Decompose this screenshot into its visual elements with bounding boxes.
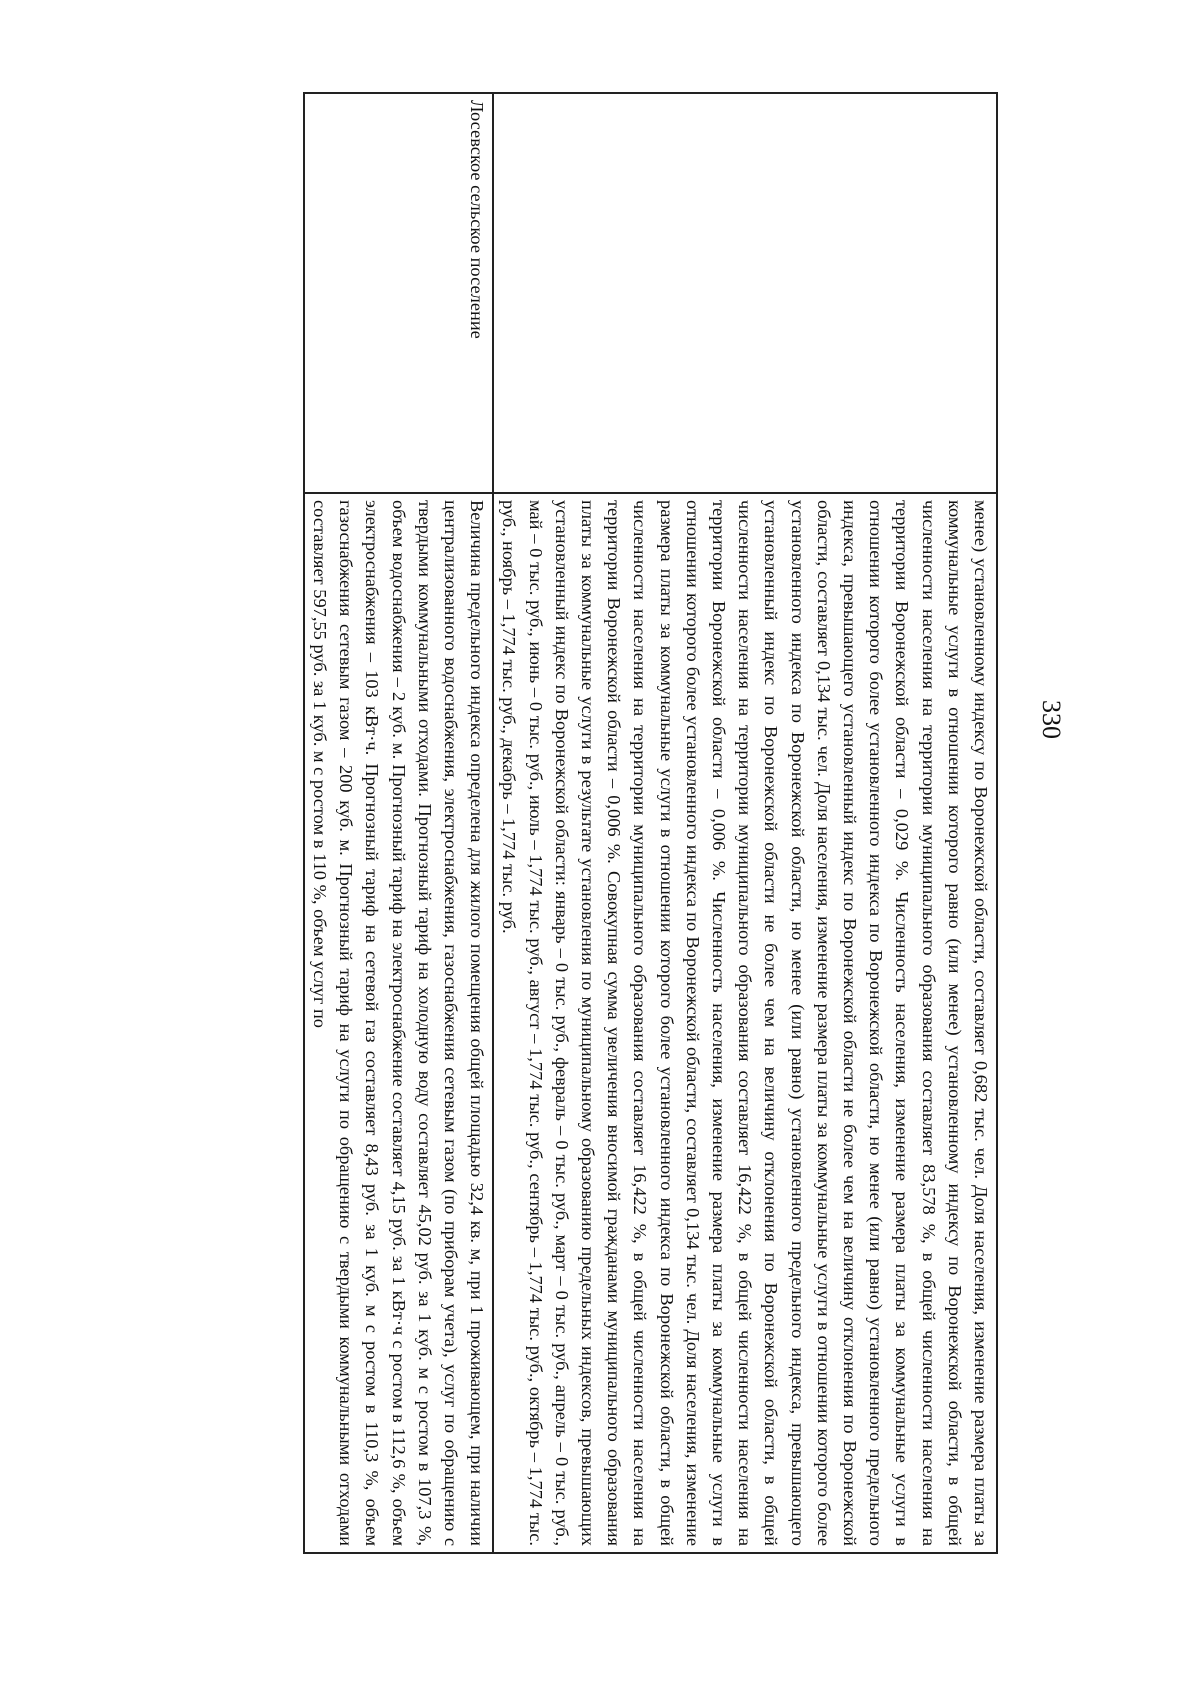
municipality-cell xyxy=(493,93,997,493)
description-cell: Величина предельного индекса определена для жилого помещения общей площадью 32,4 кв. м, при 1 проживающем, при наличии централизованного водоснабжения, электроснабжения, газоснабжения сетевым газом (по приборам учета), услуг по обращению с твердыми коммунальными отходами. Прогнозный тариф на холодную воду составляет 45,02 руб. за 1 куб. м с ростом в 107,3 %, объем водоснабжения – 2 куб. м. Прогнозный тариф на электроснабжение составляет 4,15 руб. за 1 кВт·ч с ростом в 112,6 %, объем электроснабжения – 103 кВт·ч. Прогнозный тариф на сетевой газ составляет 8,43 руб. за 1 куб. м с ростом в 110,3 %, объем газоснабжения сетевым газом – 200 куб. м. Прогнозный тариф на услуги по обращению с твердыми коммунальными отходами составляет 597,55 руб. за 1 куб. м с ростом в 110 %, объем услуг по xyxy=(304,493,493,1553)
page-number: 330 xyxy=(1037,700,1066,739)
municipality-cell: Лосевское сельское поселение xyxy=(304,93,493,493)
document-page xyxy=(90,80,1080,1565)
description-cell: менее) установленному индексу по Воронежской области, составляет 0,682 тыс. чел. Доля населения, изменение размера платы за коммунальные услуги в отношении которого равно (или менее) установленному индексу по Воронежской области, в общей численности населения на территории муниципального образования составляет 83,578 %, в общей численности населения на территории Воронежской области – 0,029 %. Численность населения, изменение размера платы за коммунальные услуги в отношении которого более установленного индекса по Воронежской области, но менее (или равно) установленного предельного индекса, превышающего установленный индекс по Воронежской области не более чем на величину отклонения по Воронежской области, составляет 0,134 тыс. чел. Доля населения, изменение размера платы за коммунальные услуги в отношении которого более установленного индекса по Воронежской области, но менее (или равно) установленного предельного индекса, превышающего установленный индекс по Воронежской области не более чем на величину отклонения по Воронежской области, в общей численности населения на территории муниципального образования составляет 16,422 %, в общей численности населения на территории Воронежской области – 0,006 %. Численность населения, изменение размера платы за коммунальные услуги в отношении которого более установленного индекса по Воронежской области, составляет 0,134 тыс. чел. Доля населения, изменение размера платы за коммунальные услуги в отношении которого более установленного индекса по Воронежской области, в общей численности населения на территории муниципального образования составляет 16,422 %, в общей численности населения на территории Воронежской области – 0,006 %. Совокупная сумма увеличения вносимой гражданами муниципального образования платы за коммунальные услуги в результате установления по муниципальному образованию предельных индексов, превышающих установленный индекс по Воронежской области: январь – 0 тыс. руб., февраль – 0 тыс. руб., март – 0 тыс. руб., апрель – 0 тыс. руб., май – 0 тыс. руб., июнь – 0 тыс. руб., июль – 1,774 тыс. руб., август – 1,774 тыс. руб., сентябрь – 1,774 тыс. руб., октябрь – 1,774 тыс. руб., ноябрь – 1,774 тыс. руб., декабрь – 1,774 тыс. руб. xyxy=(493,493,997,1553)
tariff-table xyxy=(303,92,998,1554)
table-row xyxy=(304,93,493,1553)
table-row xyxy=(493,93,997,1553)
